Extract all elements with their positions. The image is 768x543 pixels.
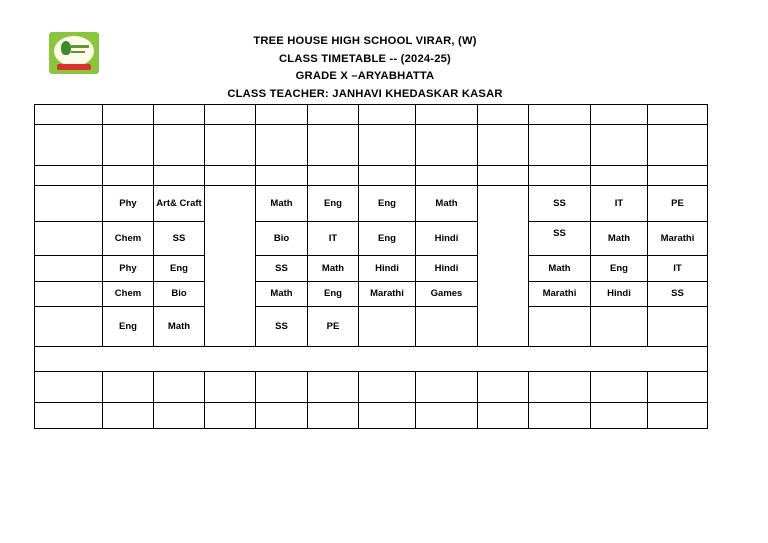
table-row: [35, 347, 708, 372]
table-cell: Marathi: [648, 222, 708, 256]
school-name: TREE HOUSE HIGH SCHOOL VIRAR, (W): [253, 35, 477, 47]
table-cell: [359, 105, 416, 125]
table-cell: Hindi: [359, 256, 416, 282]
table-row: [35, 403, 708, 429]
table-cell: [591, 105, 648, 125]
table-cell: [256, 105, 308, 125]
table-row: [35, 372, 708, 403]
table-row: [35, 222, 708, 256]
table-cell: [591, 125, 648, 166]
table-cell: [416, 166, 478, 186]
table-cell: Games: [416, 282, 478, 307]
table-cell: [416, 125, 478, 166]
table-cell: [529, 403, 591, 429]
table-cell: Eng: [154, 256, 205, 282]
table-cell: [648, 166, 708, 186]
table-cell: [103, 372, 154, 403]
table-cell: [529, 125, 591, 166]
table-cell: Math: [416, 186, 478, 222]
table-cell: [35, 282, 103, 307]
table-cell: [154, 105, 205, 125]
table-cell: [648, 372, 708, 403]
table-cell: IT: [308, 222, 359, 256]
table-cell: [529, 105, 591, 125]
table-cell: IT: [591, 186, 648, 222]
table-cell: [35, 307, 103, 347]
table-cell: [205, 403, 256, 429]
table-cell: [154, 403, 205, 429]
table-cell: [256, 403, 308, 429]
table-cell: IT: [648, 256, 708, 282]
table-cell: Eng: [103, 307, 154, 347]
table-cell: PE: [648, 186, 708, 222]
logo-band: [57, 64, 91, 70]
table-cell: [205, 372, 256, 403]
tree-icon: [61, 41, 71, 55]
table-cell: Math: [591, 222, 648, 256]
table-cell: [478, 105, 529, 125]
table-cell: [416, 372, 478, 403]
table-cell: Phy: [103, 256, 154, 282]
table-cell: Chem: [103, 222, 154, 256]
table-cell: [103, 125, 154, 166]
table-cell: [591, 166, 648, 186]
table-cell: [648, 307, 708, 347]
table-cell: [359, 372, 416, 403]
table-cell: SS: [648, 282, 708, 307]
lunch-break-cell: [478, 186, 529, 347]
table-cell: [205, 166, 256, 186]
table-cell: [308, 403, 359, 429]
table-cell: Eng: [308, 186, 359, 222]
table-cell: [359, 403, 416, 429]
table-row: [35, 282, 708, 307]
table-cell: [154, 372, 205, 403]
table-cell: [35, 256, 103, 282]
class-teacher: CLASS TEACHER: JANHAVI KHEDASKAR KASAR: [227, 87, 503, 100]
table-cell: [103, 166, 154, 186]
table-cell: [103, 105, 154, 125]
table-cell: [308, 166, 359, 186]
table-cell: Eng: [359, 222, 416, 256]
table-cell: Eng: [308, 282, 359, 307]
table-cell: [529, 372, 591, 403]
table-cell: Math: [154, 307, 205, 347]
table-cell: Hindi: [591, 282, 648, 307]
table-cell: [256, 166, 308, 186]
table-cell: [359, 307, 416, 347]
table-row: [35, 125, 708, 166]
table-cell: [35, 222, 103, 256]
table-cell: PE: [308, 307, 359, 347]
table-cell: SS: [256, 256, 308, 282]
logo-lettering-2: [71, 51, 85, 53]
table-cell: [529, 166, 591, 186]
school-logo: [49, 32, 99, 74]
table-cell: Phy: [103, 186, 154, 222]
table-cell: [35, 403, 103, 429]
document-header: [150, 33, 580, 103]
table-cell: [648, 105, 708, 125]
timetable: [34, 104, 708, 429]
table-cell: Art& Craft: [154, 186, 205, 222]
grade-label: GRADE X –ARYABHATTA: [295, 70, 435, 82]
timetable-title: CLASS TIMETABLE -- (2024-25): [279, 52, 451, 65]
table-cell: Math: [256, 186, 308, 222]
table-cell: [416, 105, 478, 125]
table-cell: [35, 186, 103, 222]
table-row: [35, 256, 708, 282]
table-cell: SS: [529, 186, 591, 222]
table-cell: Marathi: [359, 282, 416, 307]
table-cell: SS: [154, 222, 205, 256]
table-cell: Math: [308, 256, 359, 282]
table-cell: [478, 403, 529, 429]
table-row: [35, 186, 708, 222]
table-cell: [529, 307, 591, 347]
table-cell: [103, 403, 154, 429]
table-cell: [359, 166, 416, 186]
table-cell: Math: [256, 282, 308, 307]
table-cell: [359, 125, 416, 166]
table-cell: [308, 105, 359, 125]
table-cell: [591, 403, 648, 429]
short-break-cell: [205, 186, 256, 347]
table-cell: Bio: [154, 282, 205, 307]
table-cell: [478, 166, 529, 186]
table-cell: [416, 307, 478, 347]
table-cell: [256, 372, 308, 403]
table-cell: Math: [529, 256, 591, 282]
table-cell: [35, 166, 103, 186]
table-cell: Marathi: [529, 282, 591, 307]
table-cell: [478, 125, 529, 166]
table-cell: Hindi: [416, 256, 478, 282]
table-row: [35, 307, 708, 347]
table-cell: [308, 125, 359, 166]
table-cell: Eng: [359, 186, 416, 222]
table-row: [35, 166, 708, 186]
table-cell: Hindi: [416, 222, 478, 256]
logo-lettering: [71, 45, 89, 48]
table-row: [35, 105, 708, 125]
table-cell: Chem: [103, 282, 154, 307]
table-cell: [648, 125, 708, 166]
table-cell: [205, 125, 256, 166]
merged-row-cell: [35, 347, 708, 372]
table-cell: [648, 403, 708, 429]
table-cell: SS: [256, 307, 308, 347]
table-cell: [154, 125, 205, 166]
table-cell: SS: [529, 222, 591, 256]
table-cell: [308, 372, 359, 403]
table-cell: [35, 105, 103, 125]
table-cell: [35, 372, 103, 403]
table-cell: [478, 372, 529, 403]
table-cell: [591, 307, 648, 347]
table-cell: Eng: [591, 256, 648, 282]
table-cell: [154, 166, 205, 186]
table-cell: [205, 105, 256, 125]
table-cell: [35, 125, 103, 166]
table-cell: Bio: [256, 222, 308, 256]
table-cell: [591, 372, 648, 403]
table-cell: [416, 403, 478, 429]
table-cell: [256, 125, 308, 166]
